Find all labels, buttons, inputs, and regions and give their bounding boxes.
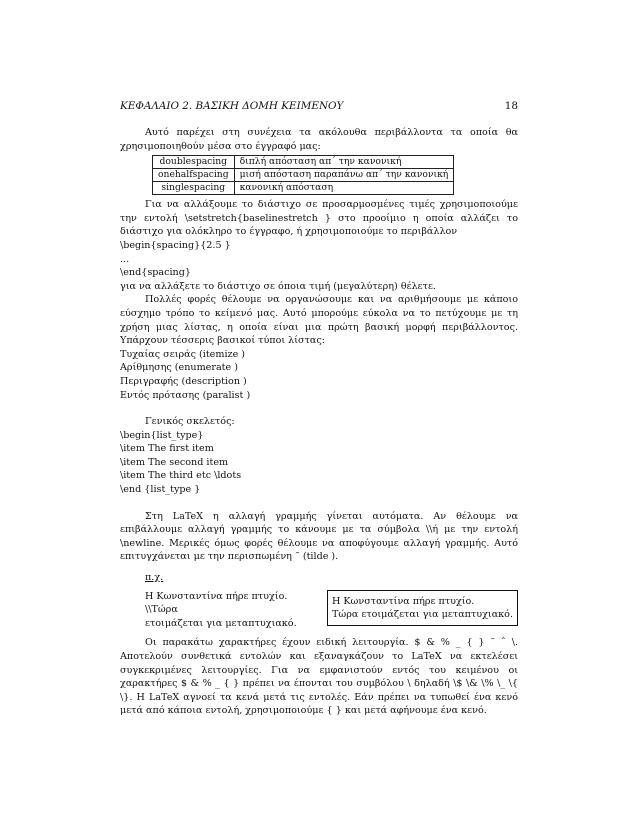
code-line: \item The first item [120, 443, 214, 455]
list-type-item: Αρίθμησης (enumerate ) [120, 362, 238, 374]
table-cell: μισή απόσταση παραπάνω απ΄ την κανονική [234, 169, 454, 182]
list-type-item: Τυχαίας σειράς (itemize ) [120, 348, 246, 360]
page-number: 18 [504, 100, 518, 112]
lists-paragraph: Πολλές φορές θέλουμε να οργανώσουμε και να αριθμήσουμε με κάποιο εύσχημο τρόπο το κείμενό μας. Αυτό μπορούμε εύκολα να το πετύχουμε με τη χρήση μιας λίστας, η οποία είναι μια πρώτη βασική μορφή περιβάλλοντος. Υπάρχουν τέσσερις βασικοί τύποι λίστας: [120, 294, 518, 347]
list-type-item: Εντός πρότασης (paralist ) [120, 389, 251, 401]
stretch-paragraph: Για να αλλάξουμε το διάστιχο σε προσαρμοσμένες τιμές χρησιμοποιούμε την εντολή \setstretch{baselinestretch } στο προοίμιο η οποία αλλάζει το διάστιχο για ολόκληρο το έγγραφο, ή χρησιμοποιούμε το περιβάλλον [120, 199, 518, 238]
spacer [120, 497, 518, 510]
example-output-line: Η Κωνσταντίνα πήρε πτυχίο. [331, 595, 475, 607]
example-row [120, 590, 518, 631]
example-source-line: ετοιμάζεται για μεταπτυχιακό. [145, 617, 297, 629]
code-line: \begin{spacing}{2.5 } [120, 239, 231, 251]
code-line: ... [120, 253, 130, 265]
code-line: \item The third etc \ldots [120, 470, 242, 482]
page-header [120, 100, 518, 112]
table-cell: onehalfspacing [153, 169, 235, 182]
spacing-after-line: για να αλλάξετε το διάστιχο σε όποια τιμή (μεγαλύτερη) θέλετε. [120, 280, 436, 292]
skeleton-heading: Γενικός σκελετός: [145, 416, 235, 428]
table-cell: διπλή απόσταση απ΄ την κανονική [234, 156, 454, 169]
intro-paragraph: Αυτό παρέχει στη συνέχεια τα ακόλουθα περιβάλλοντα τα οποία θα χρησιμοποιηθούν μέσα στο έγγραφό μας: [120, 127, 518, 152]
special-chars-paragraph: Οι παρακάτω χαρακτήρες έχουν ειδική λειτουργία. $ & % _ { } ˜ ˆ \. Αποτελούν συνθετικά εντολών και εξαναγκάζουν το LaTeX να εκτελέσει συγκεκριμένες λειτουργίες. Για να εμφανιστούν εντός του κειμένου οι χαρακτήρες $ & % _ { } πρέπει να έπονται του συμβόλου \ δηλαδή \$ \& \% \_ \{ \}. Η LaTeX αγνοεί τα κενά μετά τις εντολές. Εάν πρέπει να τυπωθεί ένα κενό μετά από κάποια εντολή, χρησιμοποιούμε { } και μετά αφήνουμε ένα κενό. [120, 637, 518, 717]
example-output-box [327, 590, 518, 626]
code-line: \item The second item [120, 456, 229, 468]
example-label: π.χ. [145, 572, 164, 584]
example-label-line [120, 571, 518, 585]
chapter-title: ΚΕΦΑΛΑΙΟ 2. ΒΑΣΙΚΗ ΔΟΜΗ ΚΕΙΜΕΝΟΥ [120, 100, 344, 112]
code-line: \end {list_type } [120, 484, 201, 496]
spacing-table [152, 155, 454, 195]
table-cell: κανονική απόσταση [234, 182, 454, 195]
example-source-line: Η Κωνσταντίνα πήρε πτυχίο. \\Τώρα [145, 590, 288, 616]
page-body [120, 126, 518, 718]
table-row [153, 169, 454, 182]
spacer [120, 564, 518, 571]
table-cell: singlespacing [153, 182, 235, 195]
code-line: \begin{list_type} [120, 429, 204, 441]
example-output-line: Τώρα ετοιμάζεται για μεταπτυχιακό. [331, 608, 513, 620]
list-type-item: Περιγραφής (description ) [120, 375, 247, 387]
table-row [153, 156, 454, 169]
spacer [120, 402, 518, 415]
table-row [153, 182, 454, 195]
linebreak-paragraph: Στη LaTeX η αλλαγή γραμμής γίνεται αυτόματα. Αν θέλουμε να επιβάλλουμε αλλαγή γραμμής το κάνουμε με τα σύμβολα \\ή με την εντολή \newline. Μερικές όμως φορές θέλουμε να αποφύγουμε αλλαγή γραμμής. Αυτό επιτυγχάνεται με την περισπωμένη ˜ (tilde ). [120, 510, 518, 563]
code-line: \end{spacing} [120, 267, 191, 279]
example-source [120, 590, 315, 631]
table-cell: doublespacing [153, 156, 235, 169]
